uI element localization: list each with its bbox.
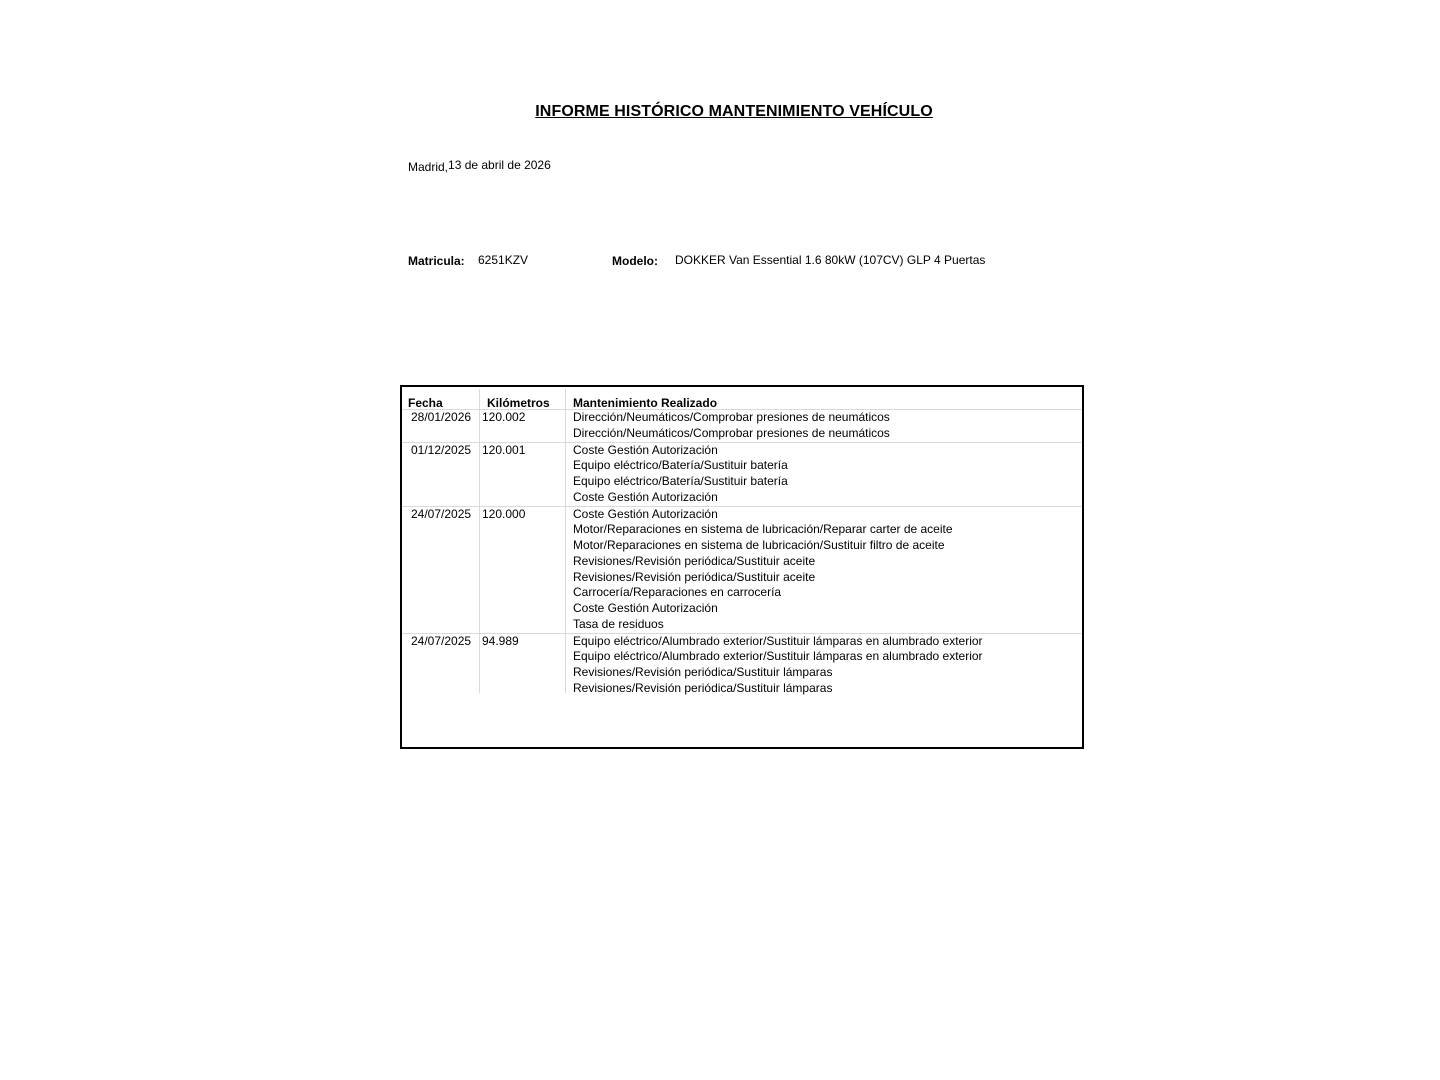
row-items	[573, 634, 1082, 697]
report-date: 13 de abril de 2026	[448, 158, 551, 172]
maintenance-item: Equipo eléctrico/Batería/Sustituir batería	[573, 458, 788, 473]
row-items	[573, 443, 1082, 506]
report-city: Madrid,	[408, 160, 449, 174]
report-title: INFORME HISTÓRICO MANTENIMIENTO VEHÍCULO	[535, 103, 933, 120]
model-label: Modelo:	[612, 254, 658, 268]
row-km: 120.000	[482, 506, 526, 521]
maintenance-item: Revisiones/Revisión periódica/Sustituir aceite	[573, 553, 816, 568]
maintenance-item: Carrocería/Reparaciones en carrocería	[573, 585, 782, 600]
header-date: Fecha	[408, 396, 443, 410]
row-km: 120.001	[482, 442, 526, 457]
maintenance-item: Coste Gestión Autorización	[573, 601, 718, 615]
maintenance-item: Equipo eléctrico/Alumbrado exterior/Sustituir lámparas en alumbrado exterior	[573, 649, 983, 664]
table-row-group	[402, 634, 1082, 697]
maintenance-item: Motor/Reparaciones en sistema de lubricación/Reparar carter de aceite	[573, 522, 953, 537]
maintenance-item: Coste Gestión Autorización	[573, 506, 718, 521]
row-date: 24/07/2025	[411, 506, 472, 521]
header-km: Kilómetros	[487, 396, 550, 410]
header-description: Mantenimiento Realizado	[573, 396, 718, 410]
maintenance-table	[400, 385, 1084, 749]
maintenance-item: Revisiones/Revisión periódica/Sustituir lámparas	[573, 680, 833, 695]
maintenance-item: Revisiones/Revisión periódica/Sustituir lámparas	[573, 665, 833, 679]
table-row-group	[402, 443, 1082, 507]
table-row-group	[402, 410, 1082, 443]
table-body	[402, 410, 1082, 697]
maintenance-item: Revisiones/Revisión periódica/Sustituir aceite	[573, 569, 816, 584]
row-items	[573, 507, 1082, 633]
row-date: 24/07/2025	[411, 633, 472, 648]
maintenance-item: Dirección/Neumáticos/Comprobar presiones de neumáticos	[573, 425, 890, 440]
maintenance-item: Motor/Reparaciones en sistema de lubricación/Sustituir filtro de aceite	[573, 538, 945, 552]
maintenance-item: Equipo eléctrico/Batería/Sustituir batería	[573, 474, 788, 488]
maintenance-item: Coste Gestión Autorización	[573, 489, 718, 504]
place-and-date	[408, 158, 551, 172]
row-km: 94.989	[482, 633, 519, 648]
row-items	[573, 410, 1082, 442]
table-header	[402, 387, 1082, 410]
maintenance-item: Equipo eléctrico/Alumbrado exterior/Sustituir lámparas en alumbrado exterior	[573, 633, 983, 648]
maintenance-item: Tasa de residuos	[573, 616, 664, 631]
row-date: 01/12/2025	[411, 442, 472, 457]
model-value: DOKKER Van Essential 1.6 80kW (107CV) GLP 4 Puertas	[675, 253, 986, 267]
plate-value: 6251KZV	[478, 253, 529, 267]
maintenance-item: Dirección/Neumáticos/Comprobar presiones de neumáticos	[573, 410, 890, 424]
plate-label: Matricula:	[408, 254, 465, 268]
maintenance-item: Coste Gestión Autorización	[573, 442, 718, 457]
table-row-group	[402, 507, 1082, 634]
row-date: 28/01/2026	[411, 410, 472, 424]
row-km: 120.002	[482, 410, 526, 424]
